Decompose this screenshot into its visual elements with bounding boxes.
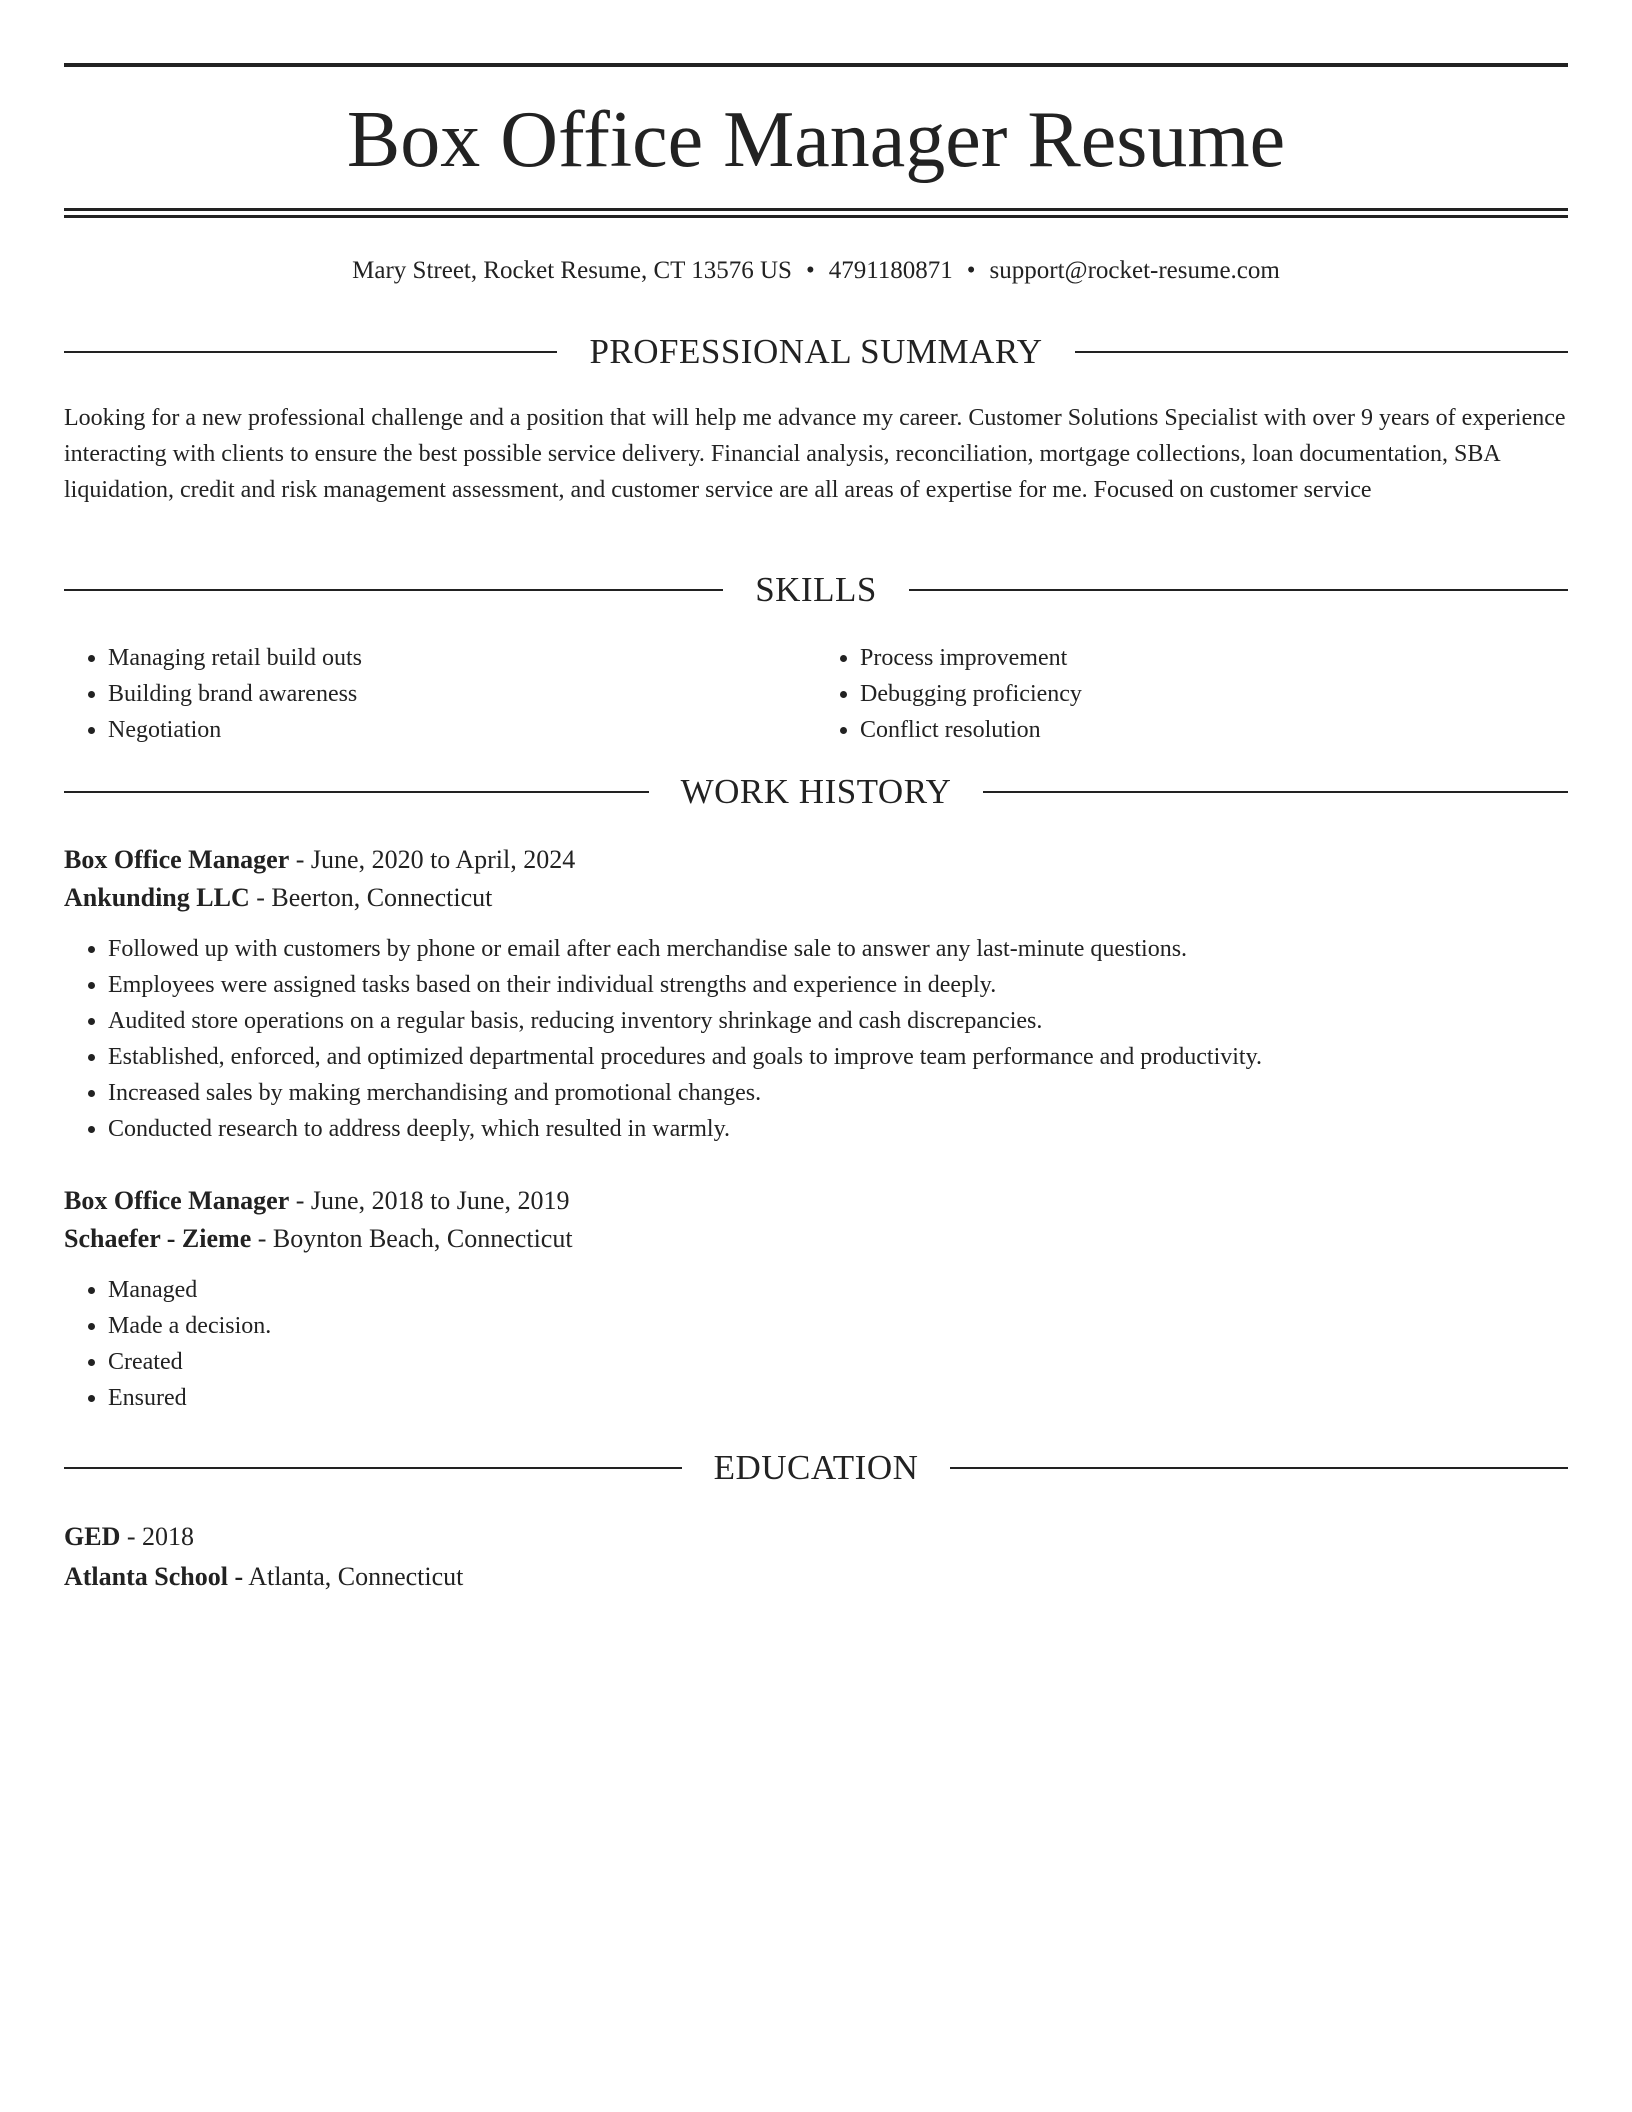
section-rule-right — [909, 589, 1568, 591]
job-bullet: • Conducted research to address deeply, which resulted in warmly. — [108, 1111, 1568, 1147]
education-school — [64, 1562, 243, 1591]
resume-title: Box Office Manager Resume — [346, 96, 1286, 184]
job-bullet: • Created — [108, 1344, 1568, 1380]
section-header-education — [64, 1446, 1568, 1490]
section-rule-left — [64, 589, 723, 591]
skill-item: • Debugging proficiency — [860, 676, 1568, 712]
section-rule-right — [1075, 351, 1568, 353]
skill-item: • Negotiation — [108, 712, 816, 748]
job-title-line — [64, 841, 1568, 879]
job-company: Ankunding LLC — [64, 883, 250, 912]
title-rule-lower — [64, 215, 1568, 218]
skill-item: • Process improvement — [860, 640, 1568, 676]
job-bullet: • Made a decision. — [108, 1308, 1568, 1344]
job-bullet: • Managed — [108, 1272, 1568, 1308]
contact-phone: 4791180871 — [828, 257, 953, 284]
contact-address: Mary Street, Rocket Resume, CT 13576 US — [352, 257, 792, 284]
education-year: - 2018 — [120, 1522, 195, 1551]
section-title-education: EDUCATION — [713, 1448, 919, 1487]
section-title-skills: SKILLS — [755, 570, 877, 609]
job-location: - Beerton, Connecticut — [249, 883, 493, 912]
section-rule-left — [64, 351, 557, 353]
job-bullets — [64, 931, 1568, 1147]
top-rule — [64, 63, 1568, 67]
education-degree: GED — [64, 1522, 121, 1551]
job-bullet: • Followed up with customers by phone or email after each merchandise sale to answer any last-minute questions. — [108, 931, 1568, 967]
section-header-skills — [64, 568, 1568, 612]
summary-text: Looking for a new professional challenge and a position that will help me advance my career. Customer Solutions Specialist with over 9 years of experience interacting with clients to ensure the best possible service delivery. Financial analysis, reconciliation, mortgage collections, loan documentation, SBA liquidation, credit and risk management assessment, and customer service are all areas of expertise for me. Focused on customer service — [64, 405, 1566, 503]
education-school-line — [64, 1557, 1568, 1597]
job-bullet: • Increased sales by making merchandising and promotional changes. — [108, 1075, 1568, 1111]
skill-item: • Conflict resolution — [860, 712, 1568, 748]
job-company: Schaefer - Zieme — [64, 1224, 252, 1253]
education-degree-line — [64, 1517, 1568, 1557]
job-bullet: • Employees were assigned tasks based on their individual strengths and experience in deeply. — [108, 967, 1568, 1003]
skill-item: • Managing retail build outs — [108, 640, 816, 676]
job-bullet: • Ensured — [108, 1380, 1568, 1416]
education-school-separator: - — [227, 1562, 244, 1591]
job-title: Box Office Manager — [64, 1186, 290, 1215]
skills-list — [64, 640, 1568, 748]
education-school-name: Atlanta School — [64, 1562, 228, 1591]
job-company-line — [64, 1220, 1568, 1258]
job-location: - Boynton Beach, Connecticut — [251, 1224, 573, 1253]
skill-item: • Building brand awareness — [108, 676, 816, 712]
contact-separator: • — [966, 257, 976, 284]
contact-email: support@rocket-resume.com — [989, 257, 1280, 284]
section-title-work: WORK HISTORY — [680, 772, 952, 811]
section-rule-left — [64, 791, 649, 793]
contact-separator: • — [805, 257, 815, 284]
job-entry — [64, 841, 1568, 1147]
section-rule-left — [64, 1467, 682, 1469]
job-bullets — [64, 1272, 1568, 1416]
job-entry — [64, 1182, 1568, 1416]
job-company-line — [64, 879, 1568, 917]
job-dates: - June, 2018 to June, 2019 — [289, 1186, 570, 1215]
education-location: Atlanta, Connecticut — [243, 1562, 464, 1591]
job-dates: - June, 2020 to April, 2024 — [289, 845, 576, 874]
job-bullet: • Established, enforced, and optimized departmental procedures and goals to improve team performance and productivity. — [108, 1039, 1568, 1075]
contact-line — [64, 254, 1568, 288]
section-header-summary — [64, 330, 1568, 374]
section-rule-right — [983, 791, 1568, 793]
job-title-line — [64, 1182, 1568, 1220]
section-rule-right — [950, 1467, 1568, 1469]
job-bullet: • Audited store operations on a regular basis, reducing inventory shrinkage and cash discrepancies. — [108, 1003, 1568, 1039]
skills-column-left — [64, 640, 816, 748]
skills-column-right — [816, 640, 1568, 748]
education-entry — [64, 1517, 1568, 1597]
title-rule-upper — [64, 208, 1568, 211]
job-title: Box Office Manager — [64, 845, 290, 874]
section-title-summary: PROFESSIONAL SUMMARY — [589, 332, 1043, 371]
section-header-work — [64, 770, 1568, 814]
